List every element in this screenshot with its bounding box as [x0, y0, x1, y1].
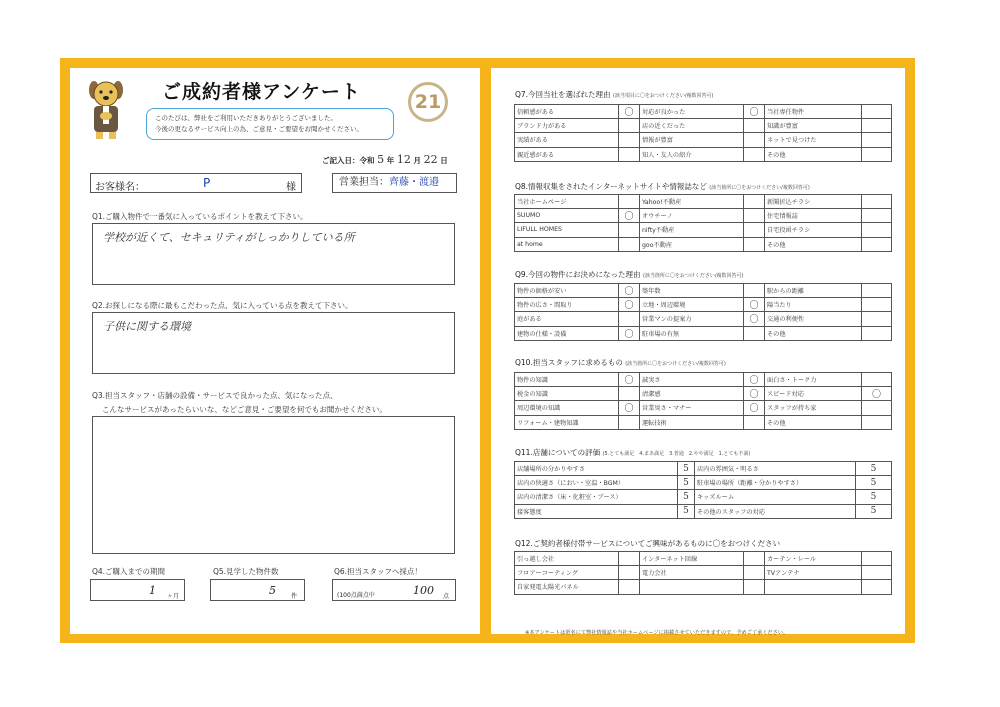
q7-answer-cell[interactable] [619, 147, 640, 161]
greeting-bubble [146, 108, 394, 140]
q10-option-label: 清潔感 [640, 387, 744, 401]
q12-title: Q12.ご契約者様付帯サービスについてご興味があるものに〇をおつけください [515, 539, 781, 548]
q10-option-label: その他 [765, 415, 862, 429]
q6-question: Q6.担当スタッフへ採点！ [334, 567, 422, 576]
q12-option-label [640, 580, 744, 594]
q8-answer-cell[interactable] [744, 195, 765, 209]
q5-unit: 件 [291, 593, 298, 600]
q10-option-label: スタッフが持ち家 [765, 401, 862, 415]
q7-option-label: 信頼感がある [515, 105, 619, 119]
q1-question: Q1.ご購入物件で一番気に入っているポイントを教えて下さい。 [92, 212, 308, 221]
q12-row [515, 566, 892, 580]
q9-answer-cell[interactable] [862, 284, 892, 298]
q3-answer-box[interactable] [92, 416, 455, 554]
q9-answer-cell[interactable] [862, 326, 892, 340]
q8-answer-cell[interactable] [619, 195, 640, 209]
q11-answer-cell[interactable]: 5 [856, 490, 892, 504]
customer-name-label: お客様名： [95, 182, 145, 193]
q11-row [515, 490, 892, 504]
q7-answer-cell[interactable] [862, 105, 892, 119]
q11-title: Q11.店舗についての評価 (5.とても満足 4.まあ満足 3.普通 2.やや満足 1.とても不満) [515, 448, 751, 457]
q10-row [515, 387, 892, 401]
q4-value: 1 [149, 584, 156, 597]
q7-answer-cell[interactable] [619, 119, 640, 133]
q2-question: Q2.お探しになる際に最もこだわった点、気に入っている点を教えて下さい。 [92, 301, 353, 310]
q8-answer-cell[interactable] [862, 237, 892, 251]
customer-name-field[interactable] [90, 173, 302, 193]
q9-option-label: 庭がある [515, 312, 619, 326]
survey-left-page [70, 68, 480, 634]
q12-answer-cell[interactable] [744, 580, 765, 594]
date-year-unit: 年 [386, 156, 395, 165]
q7-option-label: 対応が良かった [640, 105, 744, 119]
q11-option-label: 接客態度 [515, 504, 678, 518]
greeting-line-2: 今後の更なるサービス向上の為、ご意見・ご要望をお聞かせください。 [155, 125, 363, 133]
q9-option-label: その他 [765, 326, 862, 340]
q11-answer-cell[interactable]: 5 [678, 462, 695, 476]
q11-table [514, 461, 892, 519]
q8-option-label: 住宅情報誌 [765, 209, 862, 223]
sales-staff-label: 営業担当： [339, 177, 389, 188]
q10-option-label: 税金の知識 [515, 387, 619, 401]
q7-answer-cell[interactable] [862, 119, 892, 133]
q9-answer-cell[interactable]: 〇 [619, 298, 640, 312]
q12-option-label: フロアーコーティング [515, 566, 619, 580]
q8-option-label: オウチーノ [640, 209, 744, 223]
q9-option-label: 立地・周辺環境 [640, 298, 744, 312]
q8-answer-cell[interactable] [862, 195, 892, 209]
q8-option-label: その他 [765, 237, 862, 251]
q7-option-label: 当社専任物件 [765, 105, 862, 119]
q9-row [515, 326, 892, 340]
q12-answer-cell[interactable] [862, 552, 892, 566]
q12-table [514, 551, 892, 595]
q8-option-label: 新聞折込チラシ [765, 195, 862, 209]
q8-row [515, 223, 892, 237]
q7-answer-cell[interactable]: 〇 [744, 105, 765, 119]
q11-answer-cell[interactable]: 5 [856, 476, 892, 490]
q5-value: 5 [269, 584, 276, 597]
q10-answer-cell[interactable]: 〇 [619, 373, 640, 387]
q10-option-label: スピード対応 [765, 387, 862, 401]
q9-answer-cell[interactable]: 〇 [619, 326, 640, 340]
q10-answer-cell[interactable]: 〇 [744, 401, 765, 415]
q7-row [515, 133, 892, 147]
q7-title: Q7.今回当社を選ばれた理由 (該当項目に〇をおつけください/複数回答可) [515, 90, 714, 99]
q12-answer-cell[interactable] [744, 566, 765, 580]
q9-answer-cell[interactable]: 〇 [619, 284, 640, 298]
q8-answer-cell[interactable] [862, 223, 892, 237]
q10-option-label: 周辺環境の知識 [515, 401, 619, 415]
date-month-unit: 月 [413, 156, 421, 165]
q8-row [515, 237, 892, 251]
q8-title: Q8.情報収集をされたインターネットサイトや情報誌など (該当箇所に〇をおつけください/複数回答可) [515, 182, 810, 191]
q6-value: 100 [413, 584, 434, 597]
customer-name-value: P [203, 176, 211, 190]
q9-option-label: 建物の仕様・設備 [515, 326, 619, 340]
q10-option-label: 誠実さ [640, 373, 744, 387]
q6-prefix: (100点満点中 [337, 592, 375, 599]
q9-answer-cell[interactable]: 〇 [744, 298, 765, 312]
survey-title: ご成約者様アンケート [162, 81, 361, 103]
q12-option-label: TVアンテナ [765, 566, 862, 580]
q10-answer-cell[interactable] [619, 415, 640, 429]
q7-answer-cell[interactable] [744, 119, 765, 133]
q11-option-label: 店舗場所の分かりやすさ [515, 462, 678, 476]
q12-option-label: 電力会社 [640, 566, 744, 580]
q11-row [515, 476, 892, 490]
customer-name-suffix: 様 [286, 182, 296, 193]
q10-title: Q10.担当スタッフに求めるもの (該当箇所に〇をおつけください/複数回答可) [515, 358, 726, 367]
date-day-unit: 日 [440, 156, 448, 165]
q8-option-label: goo不動産 [640, 237, 744, 251]
q6-answer-box[interactable] [332, 579, 456, 601]
q12-answer-cell[interactable] [619, 580, 640, 594]
q10-table [514, 372, 892, 430]
q10-row [515, 373, 892, 387]
q10-row [515, 415, 892, 429]
sales-staff-value: 齊藤・渡邉 [389, 177, 439, 188]
q7-option-label: 店の近くだった [640, 119, 744, 133]
q9-answer-cell[interactable] [862, 312, 892, 326]
q12-answer-cell[interactable] [619, 552, 640, 566]
q10-answer-cell[interactable] [862, 401, 892, 415]
q11-option-label: 店内の雰囲気・明るさ [695, 462, 856, 476]
q9-option-label: 駅からの距離 [765, 284, 862, 298]
q8-option-label: 当社ホームページ [515, 195, 619, 209]
q11-answer-cell[interactable]: 5 [856, 504, 892, 518]
q11-option-label: その他のスタッフの対応 [695, 504, 856, 518]
date-year: 5 [377, 153, 385, 166]
date-day: 22 [423, 153, 438, 166]
q4-unit: ヶ月 [167, 593, 180, 600]
q7-row [515, 105, 892, 119]
q8-row [515, 195, 892, 209]
q10-option-label: リフォーム・建物知識 [515, 415, 619, 429]
q9-answer-cell[interactable] [619, 312, 640, 326]
q7-option-label: ネットで見つけた [765, 133, 862, 147]
q9-row [515, 312, 892, 326]
q7-table [514, 104, 892, 162]
q7-option-label: 知人・友人の紹介 [640, 147, 744, 161]
q7-option-label: 知識が豊富 [765, 119, 862, 133]
century21-logo: 21 [408, 82, 448, 122]
q7-answer-cell[interactable] [862, 133, 892, 147]
q5-answer-box[interactable] [210, 579, 305, 601]
q12-row [515, 552, 892, 566]
q10-answer-cell[interactable] [862, 373, 892, 387]
q3-question-line-1: Q3.担当スタッフ・店舗の設備・サービスで良かった点、気になった点、 [92, 391, 338, 400]
q10-option-label: 物件の知識 [515, 373, 619, 387]
greeting-line-1: このたびは、弊社をご利用いただきありがとうございました。 [155, 114, 337, 122]
date-month: 12 [396, 153, 411, 166]
q12-row [515, 580, 892, 594]
q11-option-label: キッズルーム [695, 490, 856, 504]
q10-answer-cell[interactable] [744, 415, 765, 429]
survey-right-page [491, 68, 905, 634]
q4-question: Q4.ご購入までの期間 [92, 567, 166, 576]
q7-answer-cell[interactable] [744, 147, 765, 161]
q7-option-label: その他 [765, 147, 862, 161]
q8-option-label: 自宅投函チラシ [765, 223, 862, 237]
q12-option-label: 自家発電太陽光パネル [515, 580, 619, 594]
q9-row [515, 284, 892, 298]
q11-option-label: 駐車場の場所（距離・分かりやすさ） [695, 476, 856, 490]
q8-answer-cell[interactable] [744, 223, 765, 237]
q9-option-label: 物件の価格が安い [515, 284, 619, 298]
q8-answer-cell[interactable] [619, 237, 640, 251]
q7-answer-cell[interactable] [619, 133, 640, 147]
q12-option-label: カーテン・レール [765, 552, 862, 566]
q9-answer-cell[interactable]: 〇 [744, 312, 765, 326]
q7-row [515, 147, 892, 161]
q12-option-label: インターネット回線 [640, 552, 744, 566]
q9-row [515, 298, 892, 312]
q8-option-label: Yahoo!不動産 [640, 195, 744, 209]
q2-answer-box[interactable] [92, 312, 455, 374]
q11-answer-cell[interactable]: 5 [678, 476, 695, 490]
q8-option-label: at home [515, 237, 619, 251]
q9-option-label: 陽当たり [765, 298, 862, 312]
q9-option-label: 営業マンの提案力 [640, 312, 744, 326]
q1-answer-box[interactable] [92, 223, 455, 285]
q9-option-label: 交通の利便性 [765, 312, 862, 326]
q7-option-label: ブランド力がある [515, 119, 619, 133]
q9-option-label: 築年数 [640, 284, 744, 298]
q9-answer-cell[interactable] [744, 326, 765, 340]
q9-answer-cell[interactable] [744, 284, 765, 298]
q7-option-label: 実績がある [515, 133, 619, 147]
q8-option-label: nifty不動産 [640, 223, 744, 237]
q7-option-label: 情報が豊富 [640, 133, 744, 147]
q10-answer-cell[interactable] [862, 415, 892, 429]
q11-option-label: 店内の快適さ（におい・室温・BGM） [515, 476, 678, 490]
q8-option-label: LIFULL HOMES [515, 223, 619, 237]
q10-answer-cell[interactable]: 〇 [744, 373, 765, 387]
q11-answer-cell[interactable]: 5 [678, 490, 695, 504]
q8-answer-cell[interactable]: 〇 [619, 209, 640, 223]
q8-row [515, 209, 892, 223]
q5-question: Q5.見学した物件数 [213, 567, 279, 576]
q10-option-label: 営業臭さ・マナー [640, 401, 744, 415]
q2-answer: 子供に関する環境 [103, 320, 191, 333]
q7-row [515, 119, 892, 133]
q9-title: Q9.今回の物件にお決めになった理由 (該当箇所に〇をおつけください/複数回答可) [515, 270, 744, 279]
q1-answer: 学校が近くて、セキュリティがしっかりしている所 [103, 231, 355, 244]
q10-row [515, 401, 892, 415]
q12-answer-cell[interactable] [744, 552, 765, 566]
mascot-dog-icon [84, 76, 128, 140]
q8-table [514, 194, 892, 252]
q8-option-label: SUUMO [515, 209, 619, 223]
q8-answer-cell[interactable] [619, 223, 640, 237]
q9-answer-cell[interactable] [862, 298, 892, 312]
q3-question-line-2: こんなサービスがあったらいいな、などご意見・ご要望を何でもお聞かせください。 [102, 405, 387, 414]
q7-option-label: 親近感がある [515, 147, 619, 161]
q9-option-label: 駐車場の有無 [640, 326, 744, 340]
q11-answer-cell[interactable]: 5 [678, 504, 695, 518]
q12-option-label [765, 580, 862, 594]
q8-answer-cell[interactable] [744, 237, 765, 251]
q10-answer-cell[interactable]: 〇 [862, 387, 892, 401]
q11-row [515, 504, 892, 518]
q12-answer-cell[interactable] [862, 566, 892, 580]
sales-staff-field[interactable] [332, 173, 457, 193]
q10-answer-cell[interactable]: 〇 [744, 387, 765, 401]
q10-answer-cell[interactable] [619, 387, 640, 401]
q11-option-label: 店内の清潔さ（床・化粧室・ブース） [515, 490, 678, 504]
date-label: ご記入日：令和 [322, 156, 375, 165]
q9-option-label: 物件の広さ・間取り [515, 298, 619, 312]
footer-note: ※本アンケートは匿名にて弊社情報誌や当社ホームページに掲載させていただきますので、予めご了承ください。 [525, 630, 789, 636]
q10-answer-cell[interactable]: 〇 [619, 401, 640, 415]
q11-answer-cell[interactable]: 5 [856, 462, 892, 476]
q12-answer-cell[interactable] [619, 566, 640, 580]
q12-option-label: 引っ越し会社 [515, 552, 619, 566]
q10-option-label: 面白さ・トーク力 [765, 373, 862, 387]
q7-answer-cell[interactable]: 〇 [619, 105, 640, 119]
q9-table [514, 283, 892, 341]
q7-answer-cell[interactable] [744, 133, 765, 147]
q7-answer-cell[interactable] [862, 147, 892, 161]
q8-answer-cell[interactable] [744, 209, 765, 223]
q8-answer-cell[interactable] [862, 209, 892, 223]
entry-date [322, 153, 448, 166]
q4-answer-box[interactable] [90, 579, 185, 601]
q6-unit: 点 [443, 593, 450, 600]
q11-row [515, 462, 892, 476]
q12-answer-cell[interactable] [862, 580, 892, 594]
q10-option-label: 運転技術 [640, 415, 744, 429]
